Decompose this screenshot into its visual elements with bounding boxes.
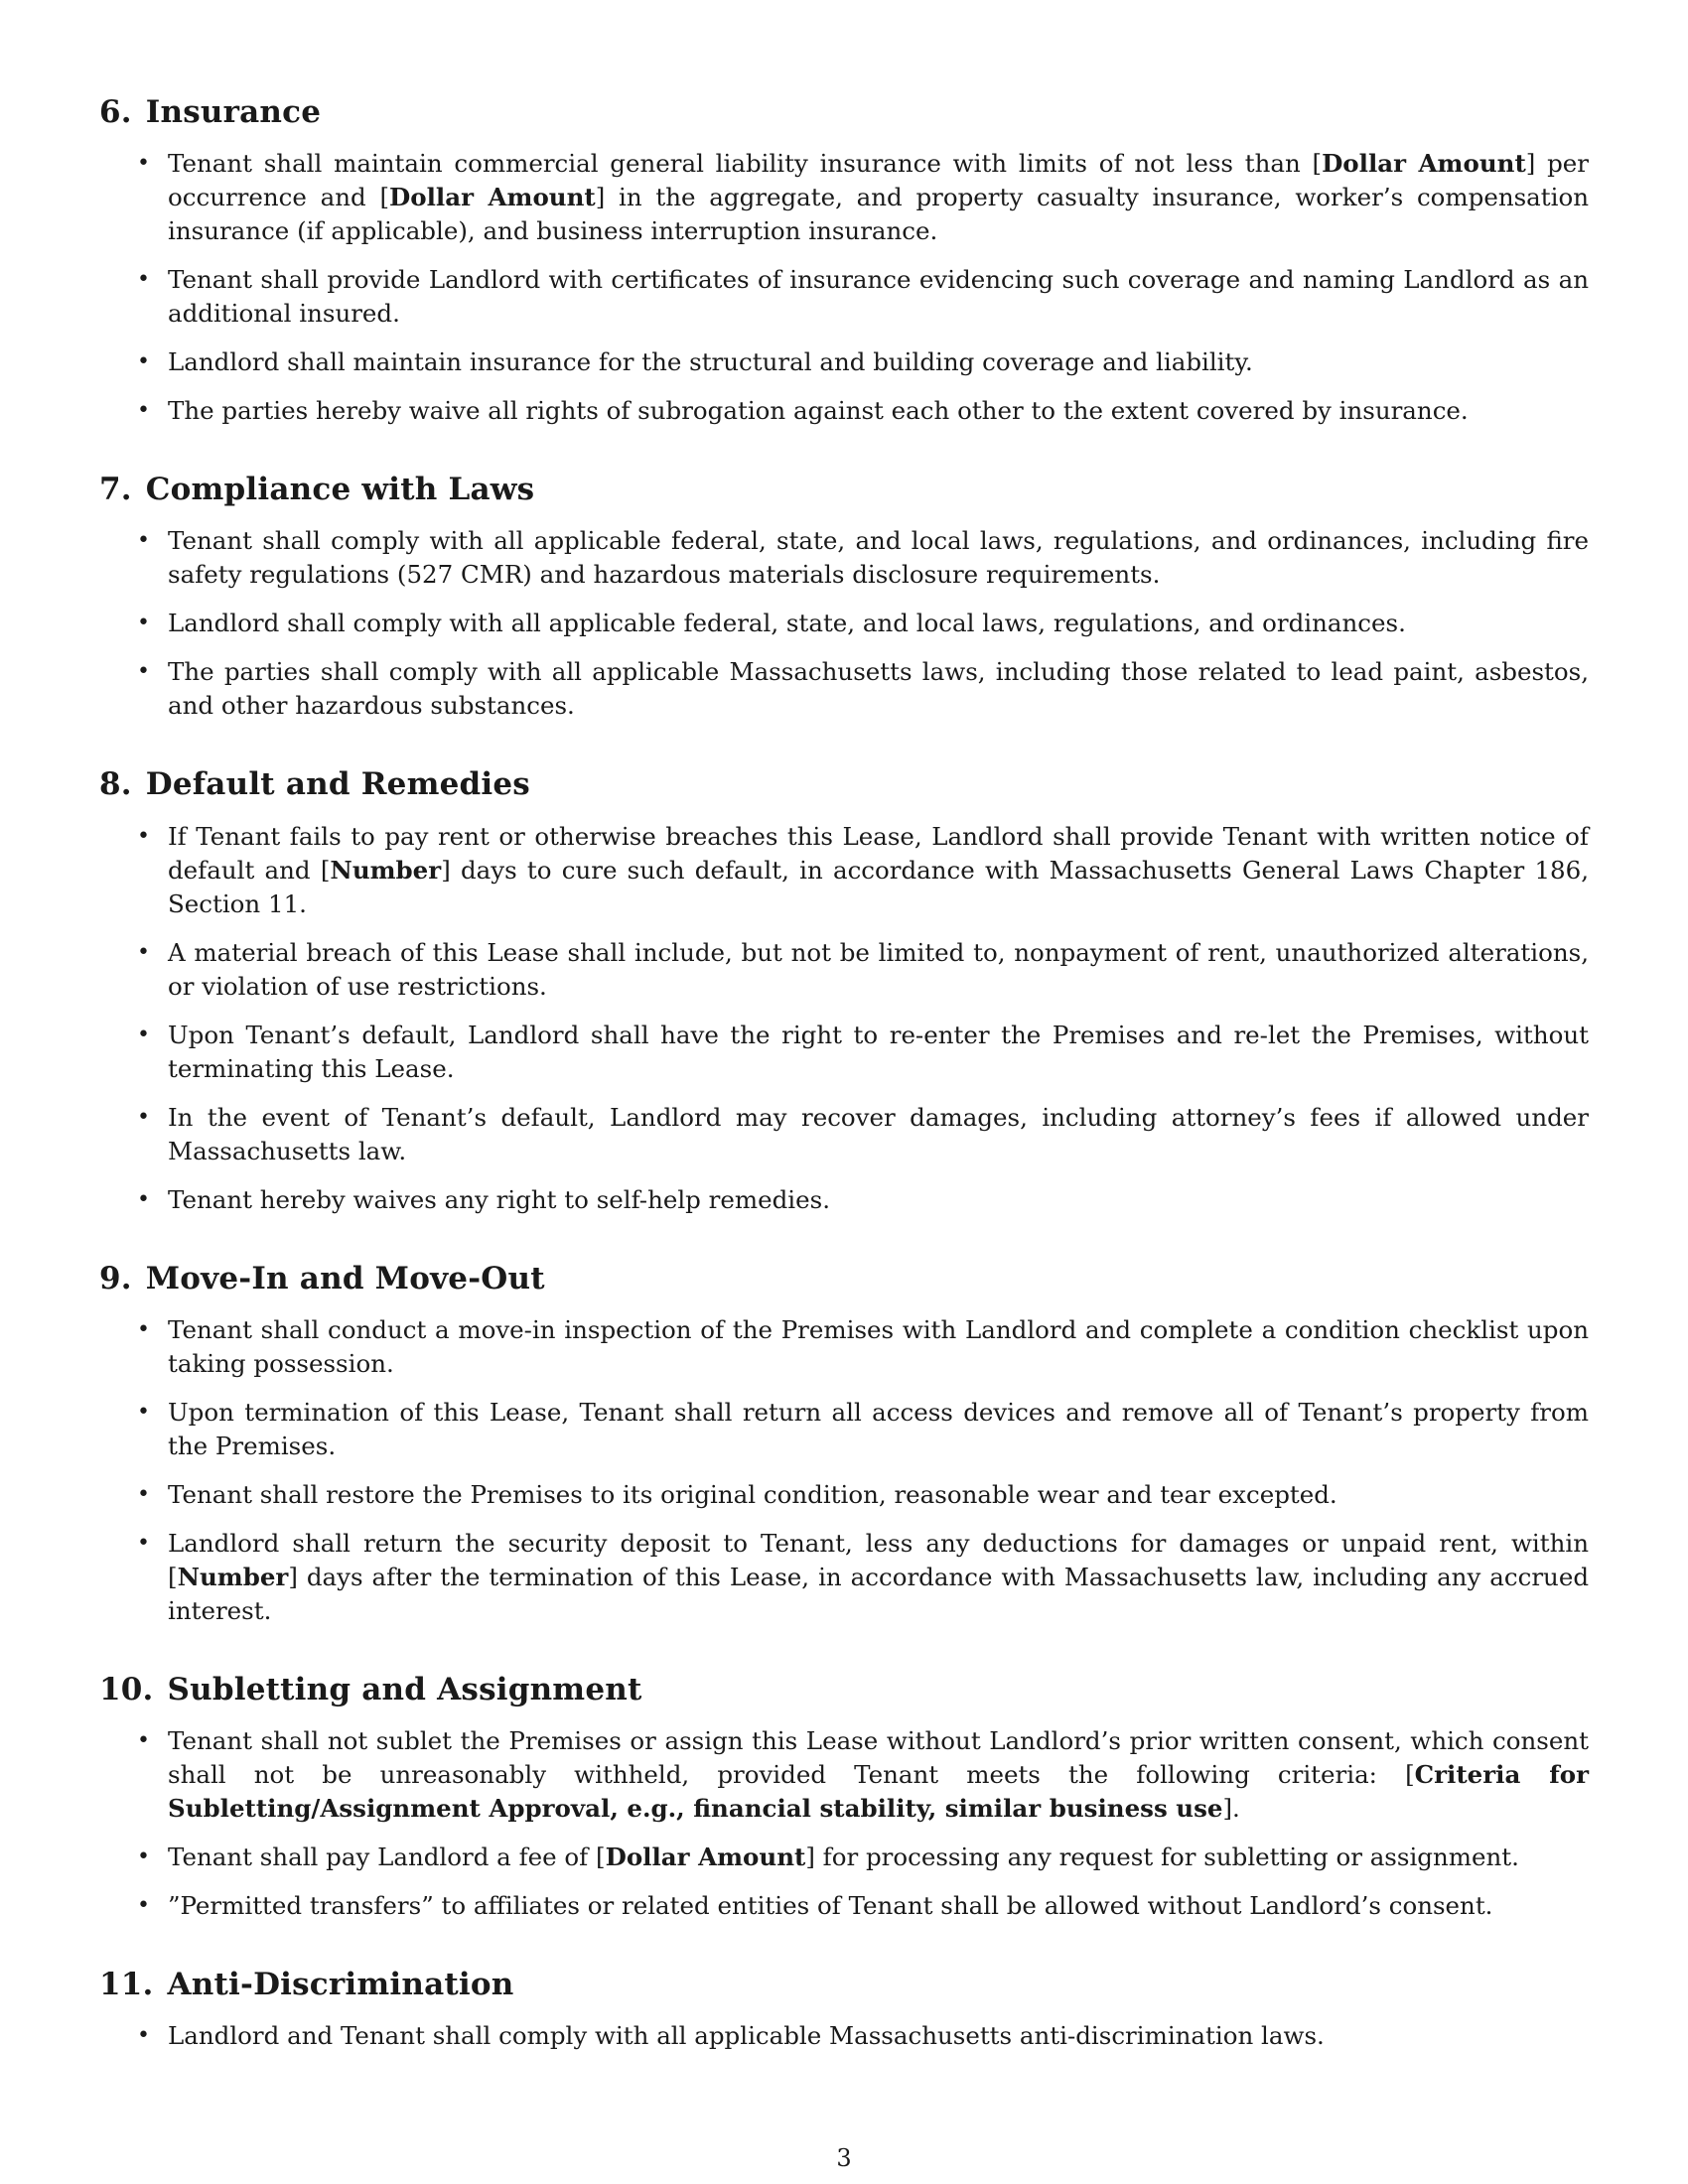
list-item [99,1478,1589,1512]
clause-text: Tenant shall comply with all applicable federal, state, and local laws, regulations, and ordinances, including fire safety regulations (527 CMR) and hazardous materials disclosure requirements. [168,526,1589,590]
clause-text: Tenant shall maintain commercial general liability insurance with limits of not less than [ [168,149,1323,179]
clause-text: Tenant hereby waives any right to self-help remedies. [168,1184,830,1214]
section-heading [99,94,1589,131]
bullet-list [99,820,1589,1217]
bullet-icon: • [137,1892,150,1918]
section-heading [99,1672,1589,1708]
clause-text: Tenant shall provide Landlord with certificates of insurance evidencing such coverage and naming Landlord as an additional insured. [168,265,1589,329]
bullet-list [99,1724,1589,1923]
list-item [99,1841,1589,1874]
list-item [99,1724,1589,1826]
bullet-icon: • [137,1399,150,1425]
section-title: Anti-Discrimination [167,1966,514,2002]
placeholder-field: Number [330,855,442,885]
bullet-icon: • [137,611,150,636]
section-title: Move-In and Move-Out [145,1260,545,1297]
document-page [99,94,1589,2097]
list-item [99,820,1589,921]
clause-text: ”Permitted transfers” to affiliates or related entities of Tenant shall be allowed without Landlord’s consent. [168,1890,1493,1920]
list-item [99,2019,1589,2053]
section-default-and-remedies [99,766,1589,1216]
bullet-icon: • [137,1104,150,1130]
clause-text: ] days after the termination of this Lease, in accordance with Massachusetts law, including any accrued interest. [168,1562,1589,1625]
bullet-icon: • [137,1843,150,1869]
placeholder-field: Criteria for Subletting/Assignment Approval, e.g., financial stability, similar business use [168,1759,1589,1823]
bullet-icon: • [137,1186,150,1212]
clause-text: ] in the aggregate, and property casualty insurance, worker’s compensation insurance (if applicable), and business interruption insurance. [168,183,1589,246]
list-item [99,263,1589,331]
clause-text: ] days to cure such default, in accordance with Massachusetts General Laws Chapter 186, Section 11. [168,855,1589,918]
bullet-icon: • [137,2023,150,2049]
placeholder-field: Dollar Amount [1322,149,1526,179]
clause-text: Landlord shall comply with all applicable federal, state, and local laws, regulations, and ordinances. [168,609,1406,638]
section-title: Compliance with Laws [145,472,535,508]
bullet-icon: • [137,659,150,685]
clause-text: If Tenant fails to pay rent or otherwise breaches this Lease, Landlord shall provide Tenant with written notice of default and [ [168,821,1589,885]
placeholder-field: Dollar Amount [389,183,596,212]
bullet-icon: • [137,939,150,965]
clause-text: Tenant shall not sublet the Premises or assign this Lease without Landlord’s prior written consent, which consent shall not be unreasonably withheld, provided Tenant meets the following criteria: [ [168,1725,1589,1789]
bullet-list [99,147,1589,428]
section-number: 7. [99,472,132,508]
section-insurance [99,94,1589,428]
clause-text: A material breach of this Lease shall include, but not be limited to, nonpayment of rent, unauthorized alterations, or violation of use restrictions. [168,937,1589,1001]
list-item [99,147,1589,248]
clause-text: Tenant shall pay Landlord a fee of [ [168,1842,606,1871]
list-item [99,345,1589,379]
section-number: 11. [99,1966,154,2002]
list-item [99,655,1589,723]
bullet-list [99,1313,1589,1628]
clause-text: In the event of Tenant’s default, Landlord may recover damages, including attorney’s fees if allowed under Massachusetts law. [168,1102,1589,1165]
list-item [99,524,1589,592]
list-item [99,1183,1589,1217]
clause-text: The parties hereby waive all rights of subrogation against each other to the extent covered by insurance. [168,396,1469,426]
placeholder-field: Number [177,1562,289,1591]
clause-text: Upon Tenant’s default, Landlord shall have the right to re-enter the Premises and re-let the Premises, without terminating this Lease. [168,1020,1589,1083]
clause-text: Tenant shall restore the Premises to its original condition, reasonable wear and tear excepted. [168,1479,1337,1509]
bullet-icon: • [137,1022,150,1047]
clause-text: ] for processing any request for subletting or assignment. [805,1842,1519,1871]
list-item [99,936,1589,1004]
section-title: Subletting and Assignment [167,1671,642,1707]
bullet-icon: • [137,823,150,849]
clause-text: Upon termination of this Lease, Tenant shall return all access devices and remove all of Tenant’s property from the Premises. [168,1397,1589,1460]
section-heading [99,766,1589,803]
section-move-in-and-move-out [99,1261,1589,1628]
bullet-icon: • [137,1316,150,1342]
page-number: 3 [836,2144,852,2172]
list-item [99,1101,1589,1168]
bullet-list [99,524,1589,723]
bullet-icon: • [137,528,150,554]
clause-text: ]. [1222,1793,1240,1823]
list-item [99,1313,1589,1381]
section-title: Insurance [145,94,322,130]
list-item [99,607,1589,640]
list-item [99,394,1589,428]
bullet-icon: • [137,1481,150,1507]
bullet-icon: • [137,1530,150,1556]
list-item [99,1889,1589,1923]
section-number: 8. [99,766,132,803]
bullet-icon: • [137,1727,150,1753]
section-anti-discrimination [99,1967,1589,2053]
section-number: 10. [99,1671,154,1707]
clause-text: Landlord shall maintain insurance for the structural and building coverage and liability. [168,347,1253,377]
bullet-icon: • [137,151,150,177]
list-item [99,1527,1589,1628]
section-compliance-with-laws [99,472,1589,723]
clause-text: Landlord shall return the security deposit to Tenant, less any deductions for damages or unpaid rent, within [ [168,1528,1589,1591]
bullet-list [99,2019,1589,2053]
placeholder-field: Dollar Amount [605,1842,806,1871]
section-subletting-and-assignment [99,1672,1589,1923]
list-item [99,1396,1589,1463]
clause-text: Landlord and Tenant shall comply with all applicable Massachusetts anti-discrimination laws. [168,2021,1325,2051]
bullet-icon: • [137,267,150,293]
list-item [99,1019,1589,1086]
clause-text: ] per occurrence and [ [168,149,1589,212]
section-heading [99,472,1589,508]
bullet-icon: • [137,349,150,375]
bullet-icon: • [137,398,150,424]
section-heading [99,1967,1589,2003]
section-heading [99,1261,1589,1297]
section-number: 6. [99,94,132,130]
clause-text: Tenant shall conduct a move-in inspection of the Premises with Landlord and complete a condition checklist upon taking possession. [168,1314,1589,1378]
clause-text: The parties shall comply with all applicable Massachusetts laws, including those related to lead paint, asbestos, and other hazardous substances. [168,657,1589,721]
section-title: Default and Remedies [145,766,530,803]
section-number: 9. [99,1260,132,1297]
